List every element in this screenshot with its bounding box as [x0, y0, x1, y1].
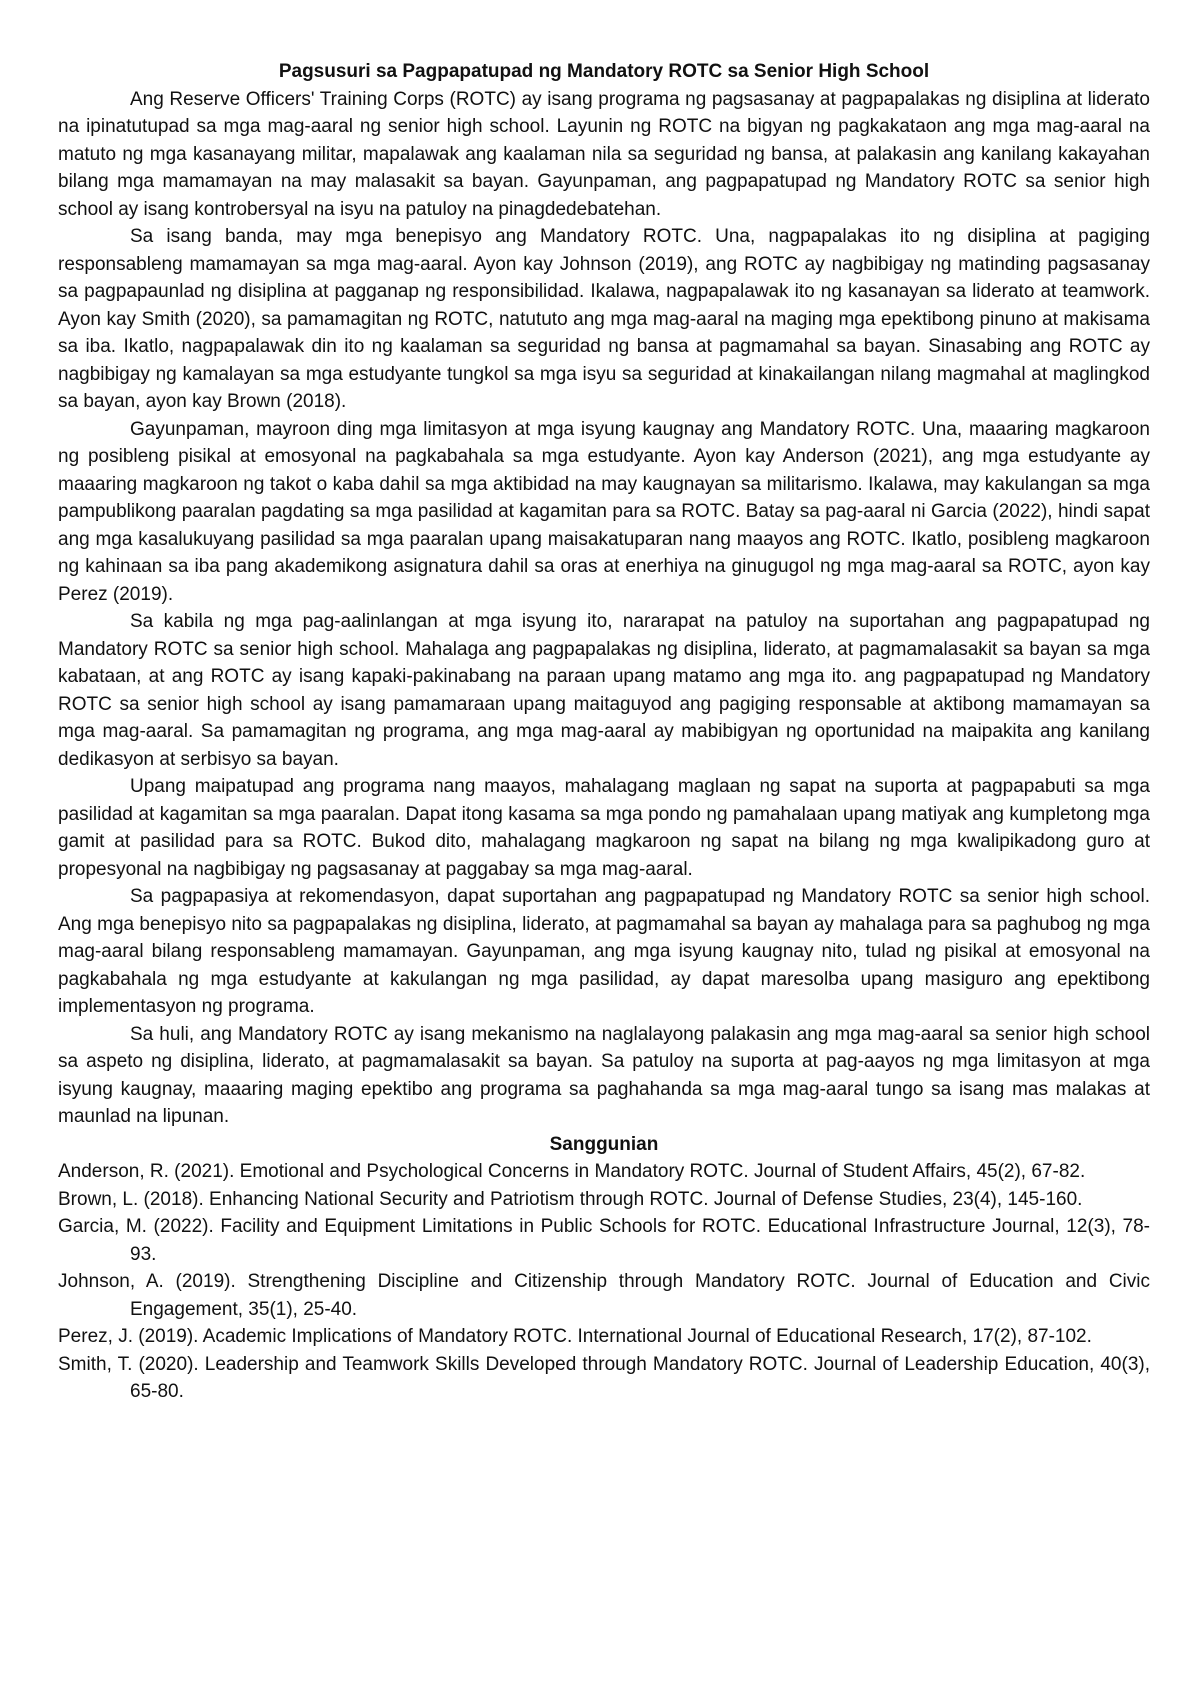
reference-item: Anderson, R. (2021). Emotional and Psychological Concerns in Mandatory ROTC. Journal of Student Affairs, 45(2), 67-82.: [58, 1161, 1086, 1182]
reference-item: Smith, T. (2020). Leadership and Teamwork Skills Developed through Mandatory ROTC. Journal of Leadership Education, 40(3), 65-80.: [58, 1353, 1150, 1402]
references-heading: Sanggunian: [549, 1133, 659, 1155]
paragraph: Sa isang banda, may mga benepisyo ang Mandatory ROTC. Una, nagpapalakas ito ng disiplina at pagiging responsableng mamamayan sa mga mag-aaral. Ayon kay Johnson (2019), ang ROTC ay nagbibigay ng matinding pagsasanay sa pagpapaunlad ng disiplina at pagganap ng responsibilidad. Ikalawa, nagpapalawak ito ng kasanayan sa liderato at teamwork. Ayon kay Smith (2020), sa pamamagitan ng ROTC, natututo ang mga mag-aaral na maging mga epektibong pinuno at makisama sa iba. Ikatlo, nagpapalawak din ito ng kaalaman sa seguridad ng bansa at pagmamahal sa bayan. Sinasabing ang ROTC ay nagbibigay ng kamalayan sa mga estudyante tungkol sa mga isyu sa seguridad at kinakailangan nilang magmahal at maglingkod sa bayan, ayon kay Brown (2018).: [58, 226, 1150, 412]
paragraph: Sa pagpapasiya at rekomendasyon, dapat suportahan ang pagpapatupad ng Mandatory ROTC sa senior high school. Ang mga benepisyo nito sa pagpapalakas ng disiplina, liderato, at pagmamahal sa bayan ay mahalaga para sa paghubog ng mga mag-aaral bilang responsableng mamamayan. Gayunpaman, ang mga isyung kaugnay nito, tulad ng pisikal at emosyonal na pagkabahala ng mga estudyante at kakulangan ng mga pasilidad, ay dapat maresolba upang masiguro ang epektibong implementasyon ng programa.: [58, 886, 1150, 1017]
reference-item: Brown, L. (2018). Enhancing National Security and Patriotism through ROTC. Journal of Defense Studies, 23(4), 145-160.: [58, 1188, 1083, 1210]
reference-item: Garcia, M. (2022). Facility and Equipment Limitations in Public Schools for ROTC. Educational Infrastructure Journal, 12(3), 78-93.: [58, 1216, 1150, 1265]
paragraph: Gayunpaman, mayroon ding mga limitasyon at mga isyung kaugnay ang Mandatory ROTC. Una, maaaring magkaroon ng posibleng pisikal at emosyonal na pagkabahala sa mga estudyante. Ayon kay Anderson (2021), ang mga estudyante ay maaaring magkaroon ng takot o kaba dahil sa mga aktibidad na may kaugnayan sa militarismo. Ikalawa, may kakulangan sa mga pampublikong paaralan pagdating sa mga pasilidad at kagamitan para sa ROTC. Batay sa pag-aaral ni Garcia (2022), hindi sapat ang mga kasalukuyang pasilidad sa mga paaralan upang maisakatuparan nang maayos ang ROTC. Ikatlo, posibleng magkaroon ng kahinaan sa iba pang akademikong asignatura dahil sa oras at enerhiya na ginugugol ng mga mag-aaral sa ROTC, ayon kay Perez (2019).: [58, 418, 1150, 605]
paragraph: Sa kabila ng mga pag-aalinlangan at mga isyung ito, nararapat na patuloy na suportahan ang pagpapatupad ng Mandatory ROTC sa senior high school. Mahalaga ang pagpapalakas ng disiplina, liderato, at pagmamalasakit sa bayan sa mga kabataan, at ang ROTC ay isang kapaki-pakinabang na paraan upang matamo ang mga ito. ang pagpapatupad ng Mandatory ROTC sa senior high school ay isang pamamaraan upang maitaguyod ang pagiging responsable at aktibong mamamayan sa mga mag-aaral. Sa pamamagitan ng programa, ang mga mag-aaral ay mabibigyan ng oportunidad na maipakita ang kanilang dedikasyon at serbisyo sa bayan.: [58, 611, 1150, 770]
reference-item: Johnson, A. (2019). Strengthening Discipline and Citizenship through Mandatory ROTC. Journal of Education and Civic Engagement, 35(1), 25-40.: [58, 1271, 1150, 1320]
paragraph: Upang maipatupad ang programa nang maayos, mahalagang maglaan ng sapat na suporta at pagpapabuti sa mga pasilidad at kagamitan sa mga paaralan. Dapat itong kasama sa mga pondo ng pamahalaan upang matiyak ang kumpletong mga gamit at pasilidad para sa ROTC. Bukod dito, mahalagang magkaroon ng sapat na bilang ng mga kwalipikadong guro at propesyonal na nagbibigay ng pagsasanay at paggabay sa mga mag-aaral.: [58, 776, 1150, 880]
document-page: [58, 58, 1150, 1406]
reference-item: Perez, J. (2019). Academic Implications of Mandatory ROTC. International Journal of Educational Research, 17(2), 87-102.: [58, 1326, 1092, 1347]
paragraph: Ang Reserve Officers' Training Corps (ROTC) ay isang programa ng pagsasanay at pagpapalakas ng disiplina at liderato na ipinatutupad sa mga mag-aaral ng senior high school. Layunin ng ROTC na bigyan ng pagkakataon ang mga mag-aaral na matuto ng mga kasanayang militar, mapalawak ang kaalaman nila sa seguridad ng bansa, at palakasin ang kanilang kakayahan bilang mga mamamayan na may malasakit sa bayan. Gayunpaman, ang pagpapatupad ng Mandatory ROTC sa senior high school ay isang kontrobersyal na isyu na patuloy na pinagdedebatehan.: [58, 88, 1150, 220]
document-title: Pagsusuri sa Pagpapatupad ng Mandatory ROTC sa Senior High School: [278, 61, 930, 82]
paragraph: Sa huli, ang Mandatory ROTC ay isang mekanismo na naglalayong palakasin ang mga mag-aaral sa senior high school sa aspeto ng disiplina, liderato, at pagmamalasakit sa bayan. Sa patuloy na suporta at pag-aayos ng mga limitasyon at mga isyung kaugnay, maaaring maging epektibo ang programa sa paghahanda sa mga mag-aaral tungo sa isang mas malakas at maunlad na lipunan.: [58, 1023, 1150, 1127]
